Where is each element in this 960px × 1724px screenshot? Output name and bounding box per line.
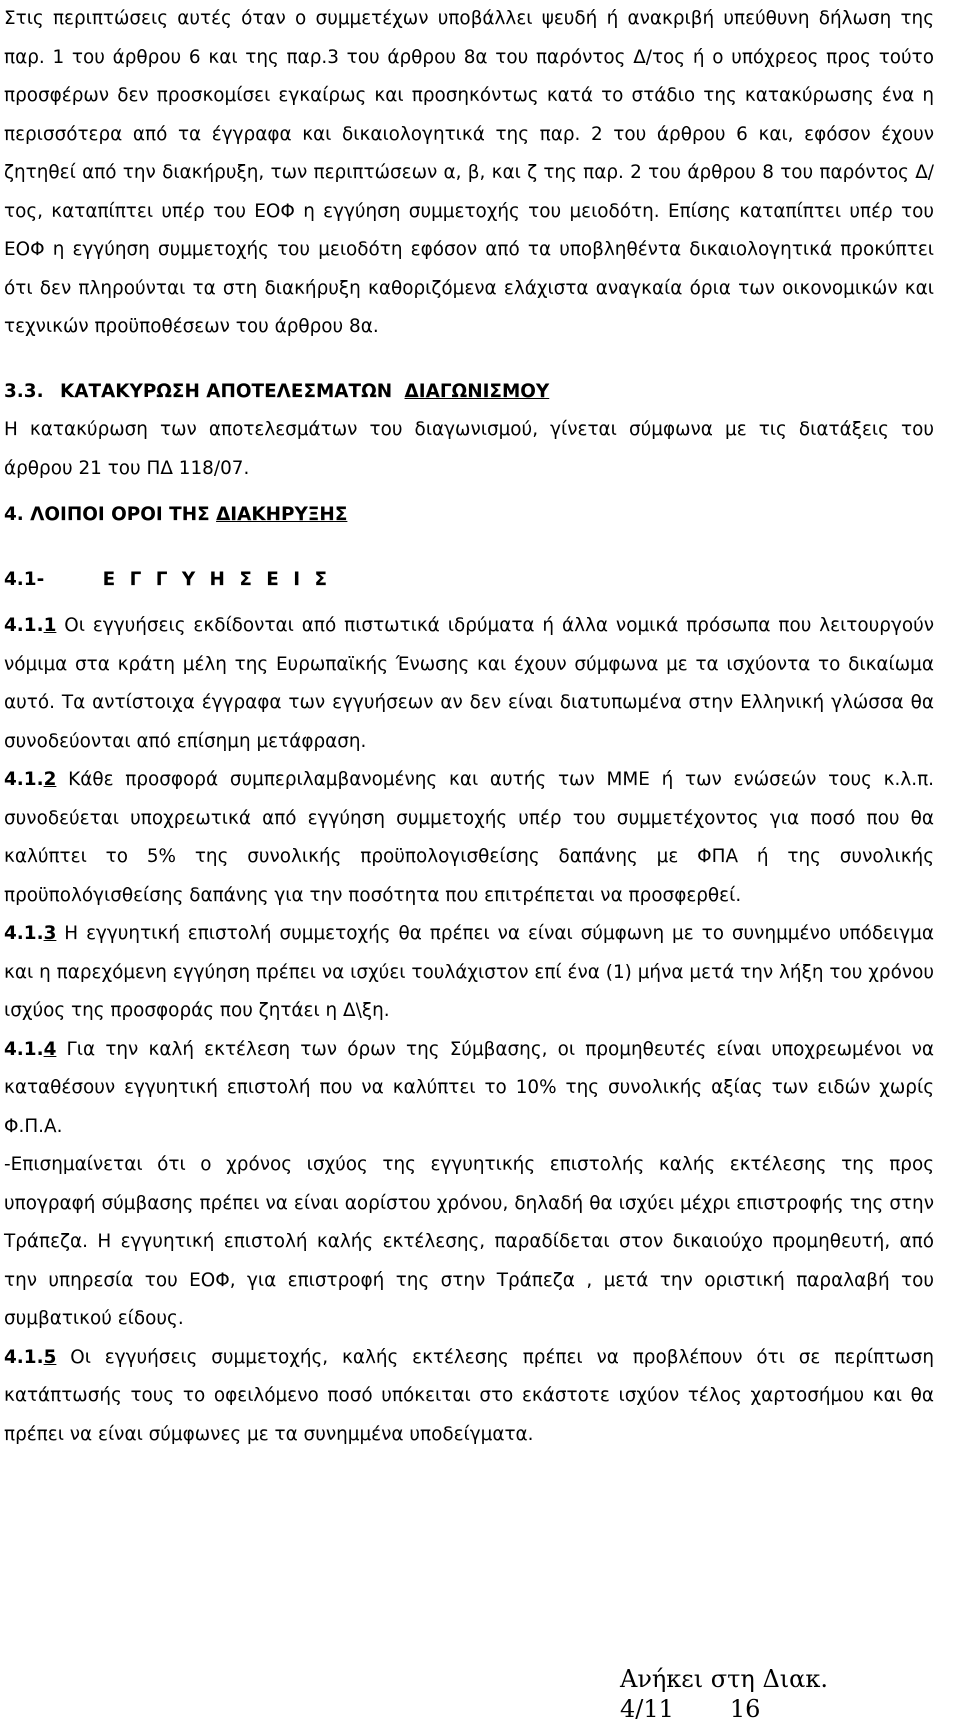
clause-number-suffix: 1 <box>43 615 57 636</box>
clause-number-suffix: 3 <box>43 923 57 944</box>
section-4-heading <box>4 496 934 535</box>
intro-paragraph: Στις περιπτώσεις αυτές όταν ο συμμετέχων υποβάλλει ψευδή ή ανακριβή υπεύθυνη δήλωση της παρ. 1 του άρθρου 6 και της παρ.3 του άρθρου 8α του παρόντος Δ/τος ή ο υπόχρεος προς τούτο προσφέρων δεν προσκομίσει εγκαίρως και προσηκόντως κατά το στάδιο της κατακύρωσης ένα η περισσότερα από τα έγγραφα και δικαιολογητικά της παρ. 2 του άρθρου 6 και, εφόσον έχουν ζητηθεί από την διακήρυξη, των περιπτώσεων α, β, και ζ της παρ. 2 του άρθρου 8 του παρόντος Δ/τος, καταπίπτει υπέρ του ΕΟΦ η εγγύηση συμμετοχής του μειοδότη. Επίσης καταπίπτει υπέρ του ΕΟΦ η εγγύηση συμμετοχής του μειοδότη εφόσον από τα υποβληθέντα δικαιολογητικά προκύπτει ότι δεν πληρούνται τα στη διακήρυξη καθοριζόμενα ελάχιστα αναγκαία όρια των οικονομικών και τεχνικών προϋποθέσεων του άρθρου 8α. <box>4 8 934 337</box>
section-4-title-part2: ΔΙΑΚΗΡΥΞΗΣ <box>216 504 348 525</box>
clause-number: 4.1. <box>4 1346 44 1368</box>
clause-text: Οι εγγυήσεις εκδίδονται από πιστωτικά ιδρύματα ή άλλα νομικά πρόσωπα που λειτουργούν νόμιμα στα κράτη μέλη της Ευρωπαϊκής Ένωσης και έχουν σύμφωνα με τα ισχύοντα το δικαίωμα αυτό. Τα αντίστοιχα έγγραφα των εγγυήσεων αν δεν είναι διατυπωμένα στην Ελληνική γλώσσα θα συνοδεύονται από επίσημη μετάφραση. <box>4 615 934 752</box>
footer-label: Ανήκει στη Διακ. 4/11 <box>620 1665 829 1723</box>
clause-4-1-4-note: -Επισημαίνεται ότι ο χρόνος ισχύος της εγγυητικής επιστολής καλής εκτέλεσης της προς υπογραφή σύμβασης πρέπει να είναι αορίστου χρόνου, δηλαδή θα ισχύει μέχρι επιστροφής της στην Τράπεζα. Η εγγυητική επιστολή καλής εκτέλεσης, παραδίδεται στον δικαιούχο προμηθευτή, από την υπηρεσία του ΕΟΦ, για επιστροφή της στην Τράπεζα , μετά την οριστική παραλαβή του συμβατικού είδους. <box>4 1154 934 1329</box>
clause-4-1-5 <box>4 1339 934 1455</box>
section-3-3-body: Η κατακύρωση των αποτελεσμάτων του διαγωνισμού, γίνεται σύμφωνα με τις διατάξεις του άρθρου 21 του ΠΔ 118/07. <box>4 419 934 479</box>
clause-4-1-4 <box>4 1031 934 1147</box>
clause-4-1-3 <box>4 915 934 1031</box>
section-title-part2: ΔΙΑΓΩΝΙΣΜΟΥ <box>404 380 550 402</box>
clause-text: Για την καλή εκτέλεση των όρων της Σύμβασης, οι προμηθευτές είναι υποχρεωμένοι να καταθέσουν εγγυητική επιστολή που να καλύπτει το 10% της συνολικής αξίας των ειδών χωρίς Φ.Π.Α. <box>4 1038 934 1137</box>
clause-text: Κάθε προσφορά συμπεριλαμβανομένης και αυτής των ΜΜΕ ή των ενώσεών τους κ.λ.π. συνοδεύεται υποχρεωτικά από εγγύηση συμμετοχής υπέρ του συμμετέχοντος για ποσό που θα καλύπτει το 5% της συνολικής προϋπολογισθείσης δαπάνης με ΦΠΑ ή της συνολικής προϋπολόγισθείσης δαπάνης για την ποσότητα που επιτρέπεται να προσφερθεί. <box>4 769 934 906</box>
section-4-1-heading <box>4 561 934 600</box>
clause-number: 4.1. <box>4 615 44 636</box>
document-body <box>4 0 934 1454</box>
clause-number-suffix: 4 <box>43 1038 57 1060</box>
clause-number: 4.1. <box>4 769 44 790</box>
clause-number-suffix: 2 <box>43 769 57 790</box>
clause-number: 4.1. <box>4 1038 44 1060</box>
section-4-title-part1: 4. ΛΟΙΠΟΙ ΟΡΟΙ ΤΗΣ <box>4 504 210 525</box>
clause-text: Οι εγγυήσεις συμμετοχής, καλής εκτέλεσης πρέπει να προβλέπουν ότι σε περίπτωση κατάπτωσής τους το οφειλόμενο ποσό υπόκειται στο εκάστοτε ισχύον τέλος χαρτοσήμου και θα πρέπει να είναι σύμφωνες με τα συνημμένα υποδείγματα. <box>4 1346 934 1445</box>
section-3-3-heading <box>4 373 934 412</box>
clause-number-suffix: 5 <box>43 1346 57 1368</box>
clause-text: Η εγγυητική επιστολή συμμετοχής θα πρέπει να είναι σύμφωνη με το συνημμένο υπόδειγμα και η παρεχόμενη εγγύηση πρέπει να ισχύει τουλάχιστον επί ένα (1) μήνα μετά την λήξη του χρόνου ισχύος της προσφοράς που ζητάει η Δ\ξη. <box>4 923 934 1021</box>
section-4-1-title: Ε Γ Γ Υ Η Σ Ε Ι Σ <box>102 568 332 590</box>
page-number: 16 <box>729 1695 761 1723</box>
clause-4-1-1 <box>4 607 934 761</box>
section-number: 3.3. <box>4 380 44 402</box>
clause-number: 4.1. <box>4 923 44 944</box>
section-4-1-number: 4.1- <box>4 568 45 590</box>
section-title-part1: ΚΑΤΑΚΥΡΩΣΗ ΑΠΟΤΕΛΕΣΜΑΤΩΝ <box>59 380 393 402</box>
clause-4-1-2 <box>4 761 934 915</box>
page-footer <box>620 1664 960 1724</box>
